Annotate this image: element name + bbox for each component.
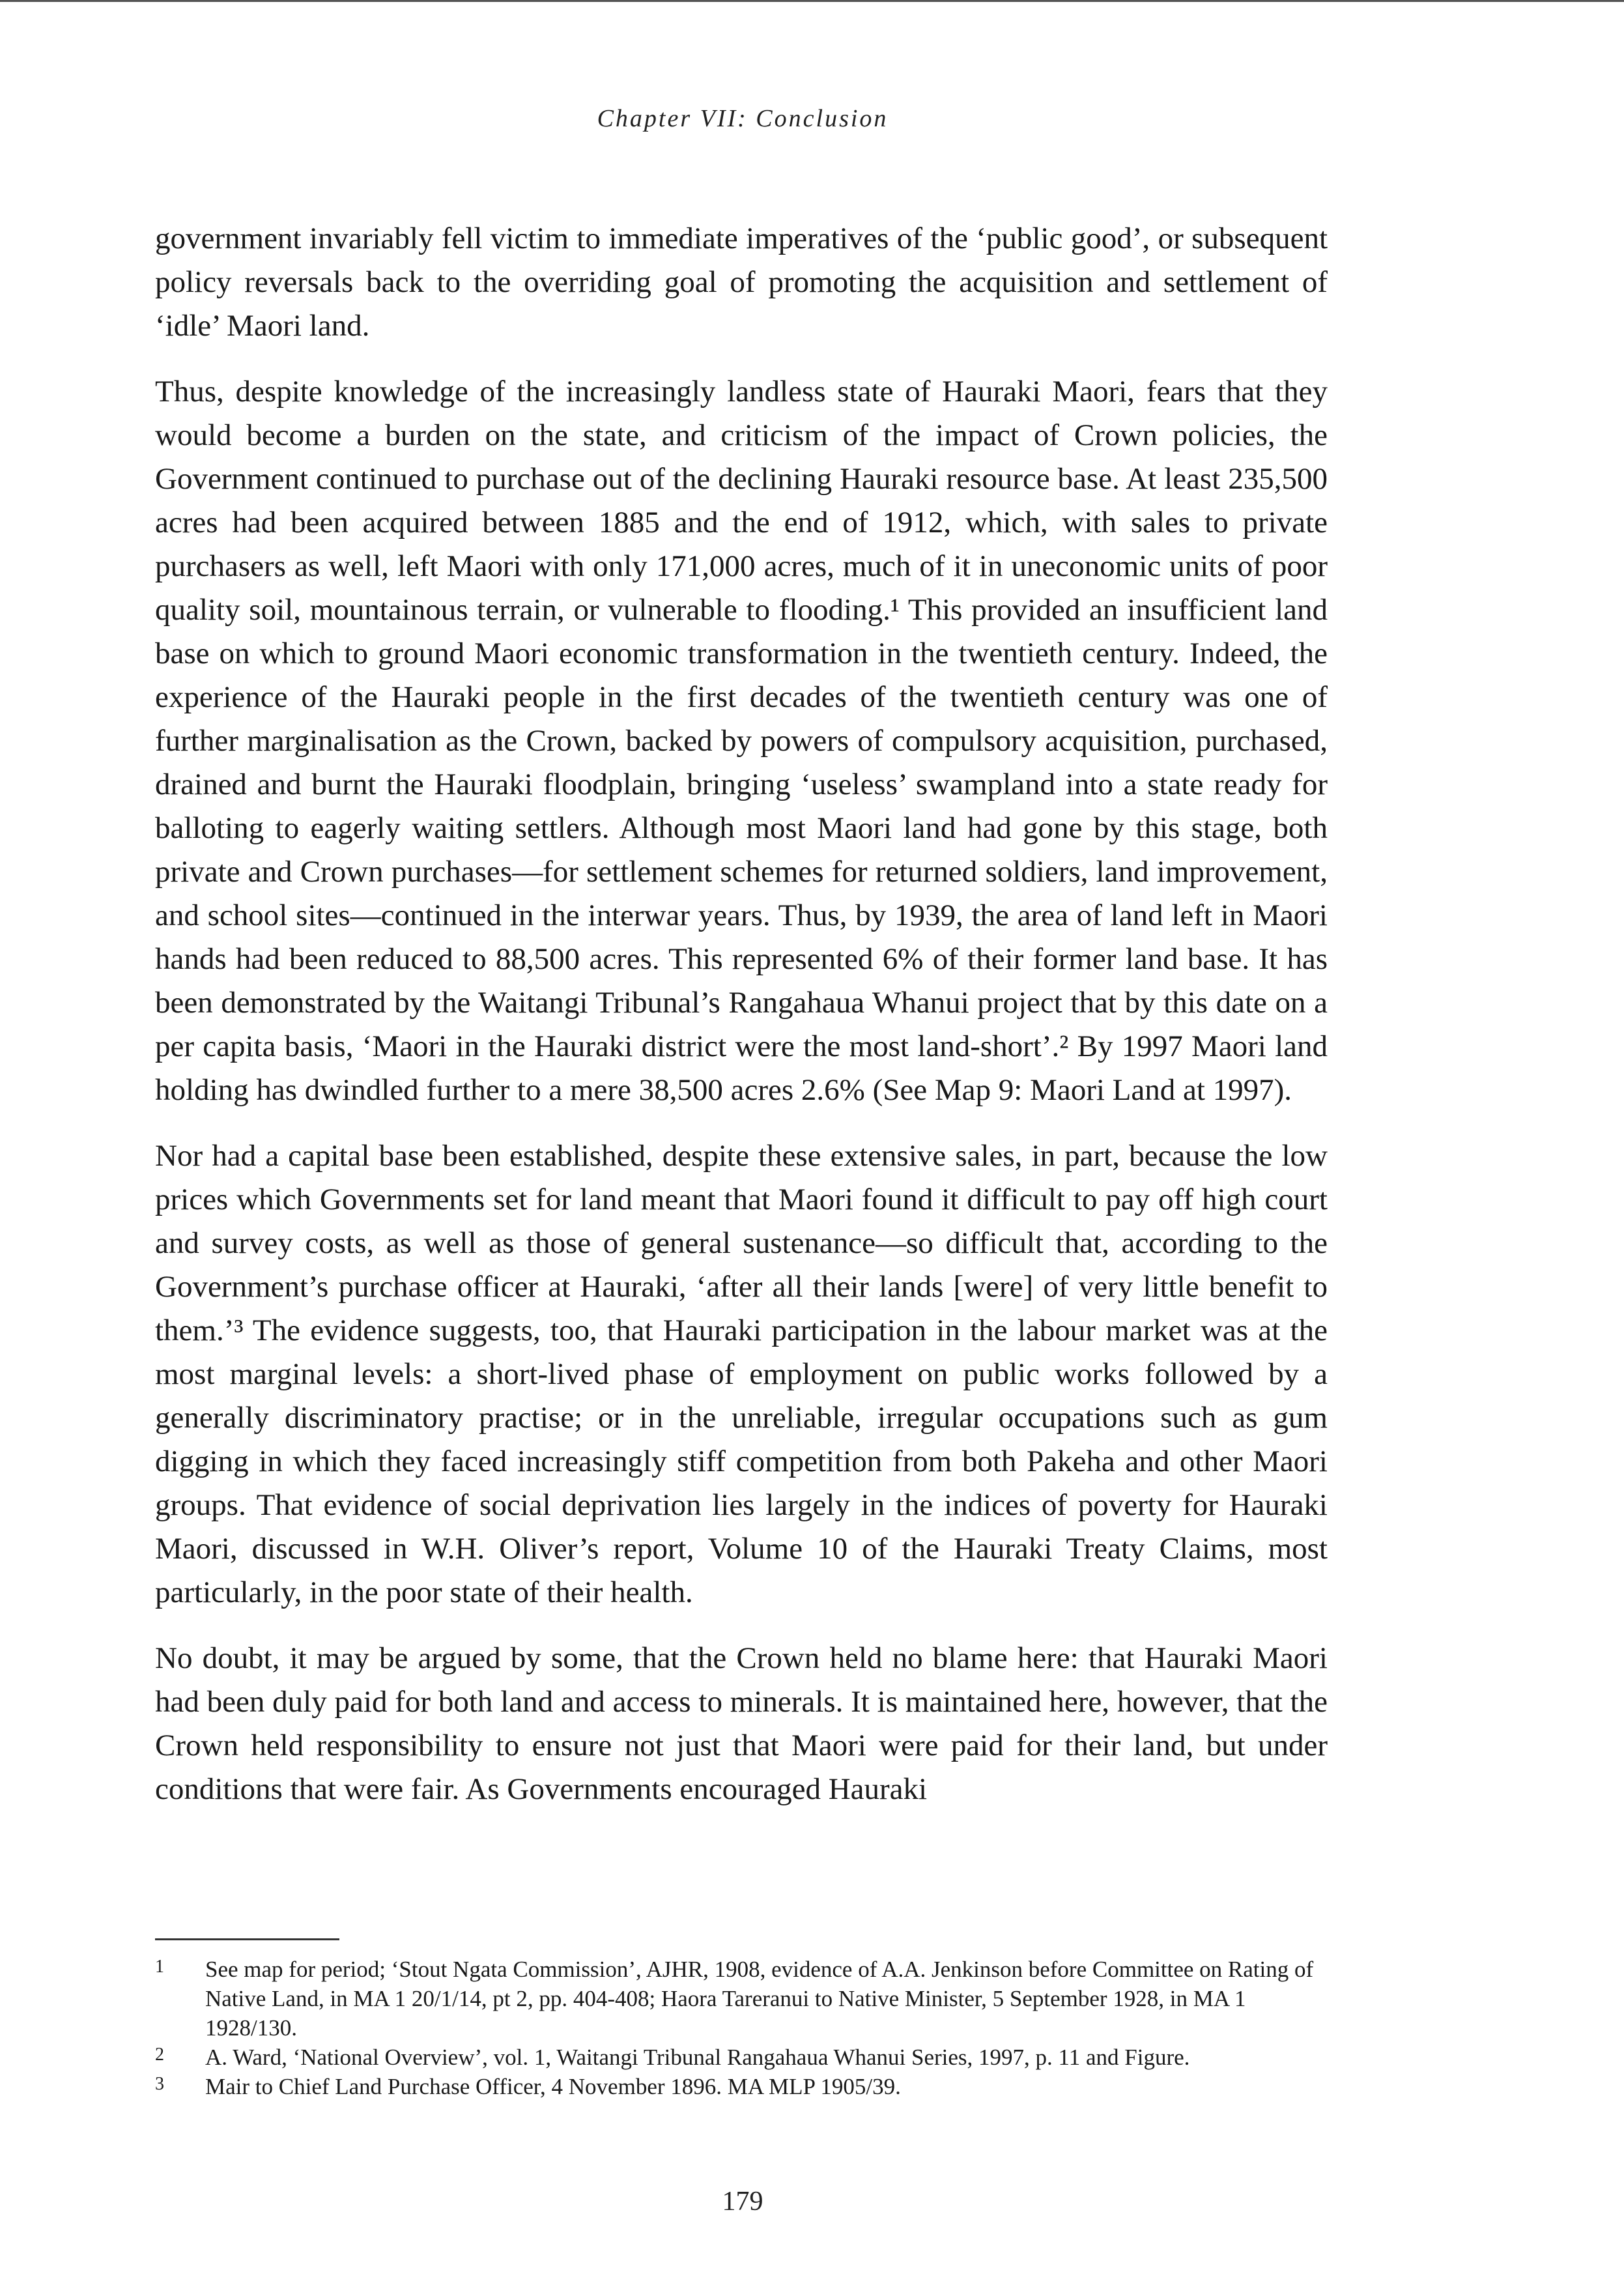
footnotes	[155, 1955, 1328, 2101]
footnote	[155, 1955, 1328, 2043]
footnote	[155, 2072, 1328, 2101]
paragraph: Nor had a capital base been established, despite these extensive sales, in part, because the low prices which Governments set for land meant that Maori found it difficult to pay off high court and survey costs, as well as those of general sustenance—so difficult that, according to the Government’s purchase officer at Hauraki, ‘after all their lands [were] of very little benefit to them.’³ The evidence suggests, too, that Hauraki participation in the labour market was at the most marginal levels: a short-lived phase of employment on public works followed by a generally discriminatory practise; or in the unreliable, irregular occupations such as gum digging in which they faced increasingly stiff competition from both Pakeha and other Maori groups. That evidence of social deprivation lies largely in the indices of poverty for Hauraki Maori, discussed in W.H. Oliver’s report, Volume 10 of the Hauraki Treaty Claims, most particularly, in the poor state of their health.	[155, 1139, 1328, 1609]
paragraph: government invariably fell victim to immediate imperatives of the ‘public good’, or subsequent policy reversals back to the overriding goal of promoting the acquisition and settlement of ‘idle’ Maori land.	[155, 222, 1328, 343]
paragraph: Thus, despite knowledge of the increasingly landless state of Hauraki Maori, fears that they would become a burden on the state, and criticism of the impact of Crown policies, the Government continued to purchase out of the declining Hauraki resource base. At least 235,500 acres had been acquired between 1885 and the end of 1912, which, with sales to private purchasers as well, left Maori with only 171,000 acres, much of it in uneconomic units of poor quality soil, mountainous terrain, or vulnerable to flooding.¹ This provided an insufficient land base on which to ground Maori economic transformation in the twentieth century. Indeed, the experience of the Hauraki people in the first decades of the twentieth century was one of further marginalisation as the Crown, backed by powers of compulsory acquisition, purchased, drained and burnt the Hauraki floodplain, bringing ‘useless’ swampland into a state ready for balloting to eagerly waiting settlers. Although most Maori land had gone by this stage, both private and Crown purchases—for settlement schemes for returned soldiers, land improvement, and school sites—continued in the interwar years. Thus, by 1939, the area of land left in Maori hands had been reduced to 88,500 acres. This represented 6% of their former land base. It has been demonstrated by the Waitangi Tribunal’s Rangahaua Whanui project that by this date on a per capita basis, ‘Maori in the Hauraki district were the most land-short’.² By 1997 Maori land holding has dwindled further to a mere 38,500 acres 2.6% (See Map 9: Maori Land at 1997).	[155, 375, 1328, 1107]
footnote-text: See map for period; ‘Stout Ngata Commission’, AJHR, 1908, evidence of A.A. Jenkinson before Committee on Rating of Native Land, in MA 1 20/1/14, pt 2, pp. 404-408; Haora Tareranui to Native Minister, 5 September 1928, in MA 1 1928/130.	[205, 1957, 1314, 2041]
running-head: Chapter VII: Conclusion	[597, 105, 889, 132]
footnote-rule	[155, 1938, 339, 1940]
top-edge-rule	[0, 0, 1624, 2]
page-number: 179	[722, 2187, 763, 2217]
footnote-number: 1	[155, 1957, 164, 1977]
footnote-number: 3	[155, 2074, 164, 2094]
body-text	[155, 217, 1328, 1833]
footnote-text: Mair to Chief Land Purchase Officer, 4 November 1896. MA MLP 1905/39.	[205, 2074, 901, 2099]
footnote	[155, 2043, 1328, 2072]
footnote-text: A. Ward, ‘National Overview’, vol. 1, Waitangi Tribunal Rangahaua Whanui Series, 1997, p. 11 and Figure.	[205, 2045, 1190, 2070]
footnote-number: 2	[155, 2045, 164, 2065]
paragraph: No doubt, it may be argued by some, that the Crown held no blame here: that Hauraki Maori had been duly paid for both land and access to minerals. It is maintained here, however, that the Crown held responsibility to ensure not just that Maori were paid for their land, but under conditions that were fair. As Governments encouraged Hauraki	[155, 1641, 1328, 1806]
